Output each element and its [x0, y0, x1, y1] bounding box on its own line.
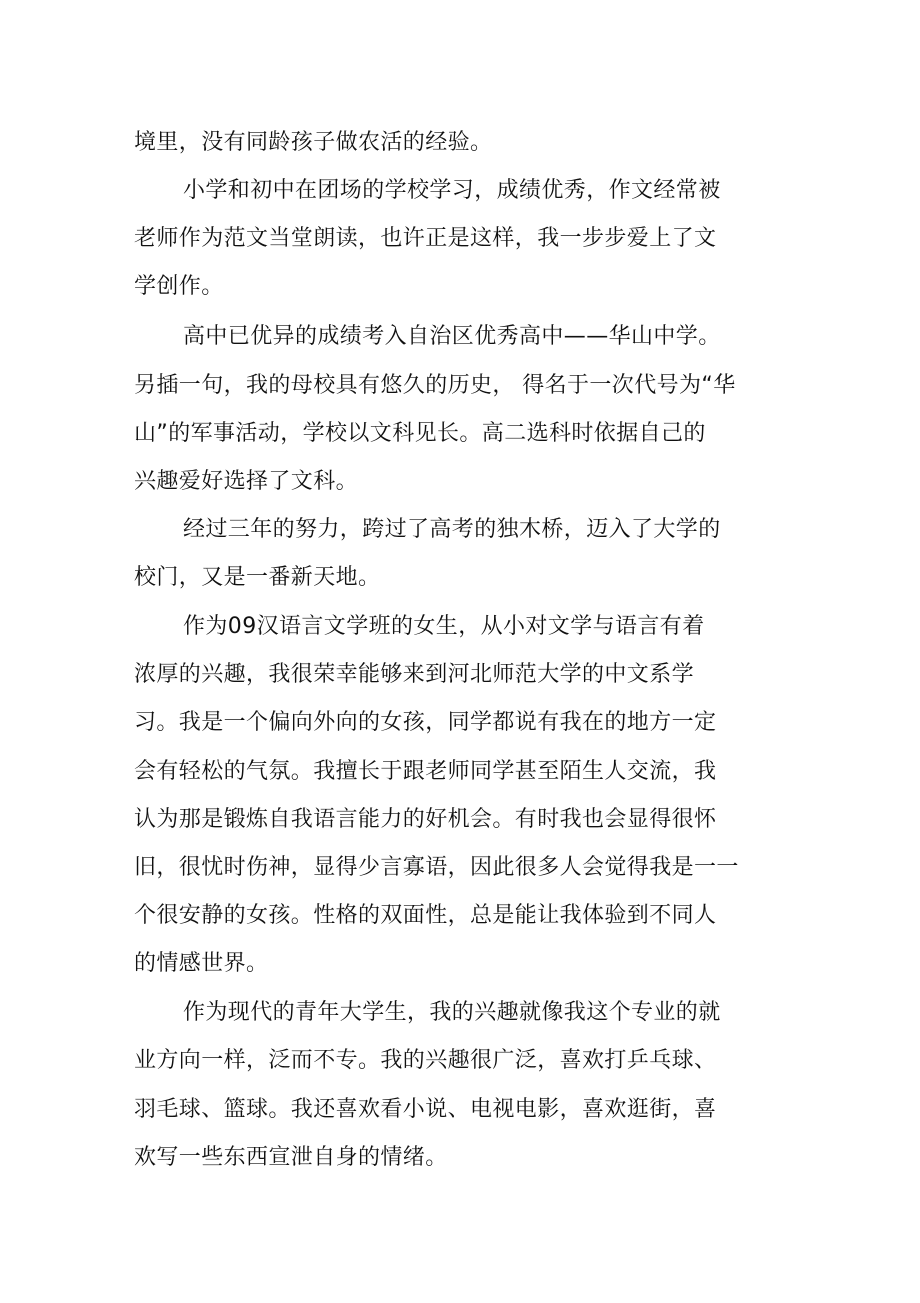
text-line: 的情感世界。: [134, 951, 269, 976]
text-line: 会有轻松的气氛。我擅长于跟老师同学甚至陌生人交流，我: [134, 759, 717, 784]
text-line: 老师作为范文当堂朗读，也许正是这样，我一步步爱上了文: [134, 226, 717, 251]
text-line: 羽毛球、篮球。我还喜欢看小说、电视电影，喜欢逛街，喜: [134, 1097, 717, 1122]
text-line: 习。我是一个偏向外向的女孩，同学都说有我在的地方一定: [134, 710, 717, 735]
text-line: 欢写一些东西宣泄自身的情绪。: [134, 1145, 448, 1170]
text-line: 浓厚的兴趣，我很荣幸能够来到河北师范大学的中文系学: [134, 662, 695, 687]
text-line: 另插一句，我的母校具有悠久的历史， 得名于一次代号为“华: [134, 373, 736, 398]
paragraph-start-line: 作为现代的青年大学生，我的兴趣就像我这个专业的就: [183, 1000, 721, 1025]
paragraph-start-line: 高中已优异的成绩考入自治区优秀高中——华山中学。: [183, 324, 721, 349]
text-line: 个很安静的女孩。性格的双面性，总是能让我体验到不同人: [134, 903, 717, 928]
text-line: 学创作。: [134, 274, 224, 299]
text-line: 旧，很忧时伤神，显得少言寡语，因此很多人会觉得我是一一: [134, 855, 739, 880]
paragraph-start-line: 小学和初中在团场的学校学习，成绩优秀，作文经常被: [183, 178, 721, 203]
text-line: 校门，又是一番新天地。: [134, 565, 381, 590]
text-line: 境里，没有同龄孩子做农活的经验。: [134, 130, 493, 155]
text-line: 业方向一样，泛而不专。我的兴趣很广泛，喜欢打乒乓球、: [134, 1048, 717, 1073]
text-line: 山”的军事活动，学校以文科见长。高二选科时依据自己的: [134, 421, 706, 446]
paragraph-start-line: 作为09汉语言文学班的女生，从小对文学与语言有着: [183, 614, 705, 639]
text-line: 兴趣爱好选择了文科。: [134, 469, 359, 494]
text-line: 认为那是锻炼自我语言能力的好机会。有时我也会显得很怀: [134, 807, 717, 832]
paragraph-start-line: 经过三年的努力，跨过了高考的独木桥，迈入了大学的: [183, 517, 721, 542]
